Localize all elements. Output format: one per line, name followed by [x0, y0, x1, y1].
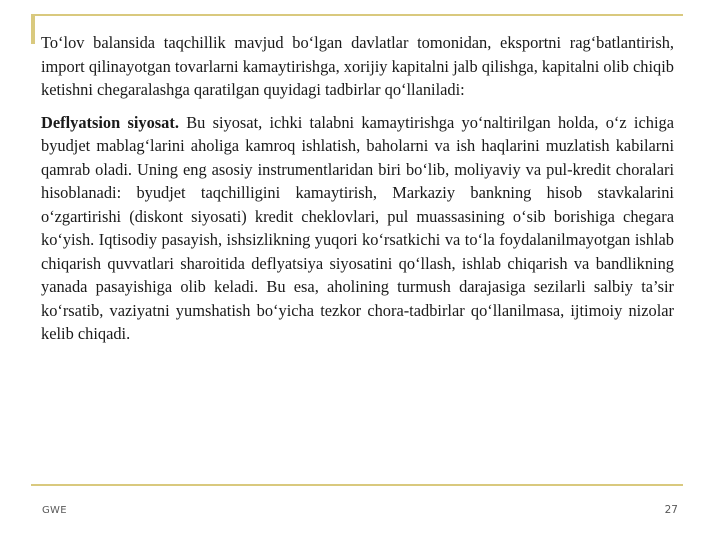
footer-label: GWE	[42, 505, 67, 516]
slide-body	[41, 31, 674, 346]
deflation-text: Bu siyosat, ichki talabni kamaytirishga yo‘naltirilgan holda, o‘z ichiga byudjet mablag‘larini aholiga kamroq ishlatish, baholarni va ish haqlarini muzlatish kabilarni qamrab oladi. Uning eng asosiy instrumentlaridan biri bo‘lib, moliyaviy va pul-kredit choralari hisoblanadi: byudjet taqchilligini kamaytirish, Markaziy bankning hisob stavkalarini o‘zgartirishi (diskont siyosati) kredit cheklovlari, pul muassasining o‘sib borishiga chegara ko‘yish. Iqtisodiy pasayish, ishsizlikning yuqori ko‘rsatkichi va to‘la foydalanilmayotgan ishlab chiqarish quvvatlari sharoitida deflyatsiya siyosatini qo‘llash, ishlab chiqarish va bandlikning yanada pasayishiga olib keladi. Bu esa, aholining turmush darajasiga sezilarli salbiy ta’sir ko‘rsatib, vaziyatni yumshatish bo‘yicha tezkor chora-tadbirlar qo‘llanilmasa, ijtimoiy nizolar kelib chiqadi.	[41, 112, 674, 343]
deflation-paragraph	[41, 111, 674, 346]
left-accent-bar	[31, 14, 35, 44]
intro-paragraph: To‘lov balansida taqchillik mavjud bo‘lgan davlatlar tomonidan, eksportni rag‘batlantirish, import qilinayotgan tovarlarni kamaytirishga, xorijiy kapitalni jalb qilishga, kapitalni olib chiqib ketishni chegaralashga qaratilgan quyidagi tadbirlar qo‘llaniladi:	[41, 33, 674, 99]
page-number: 27	[664, 504, 678, 516]
top-rule	[31, 14, 683, 16]
bottom-rule	[31, 484, 683, 486]
deflation-term: Deflyatsion siyosat.	[41, 112, 179, 132]
